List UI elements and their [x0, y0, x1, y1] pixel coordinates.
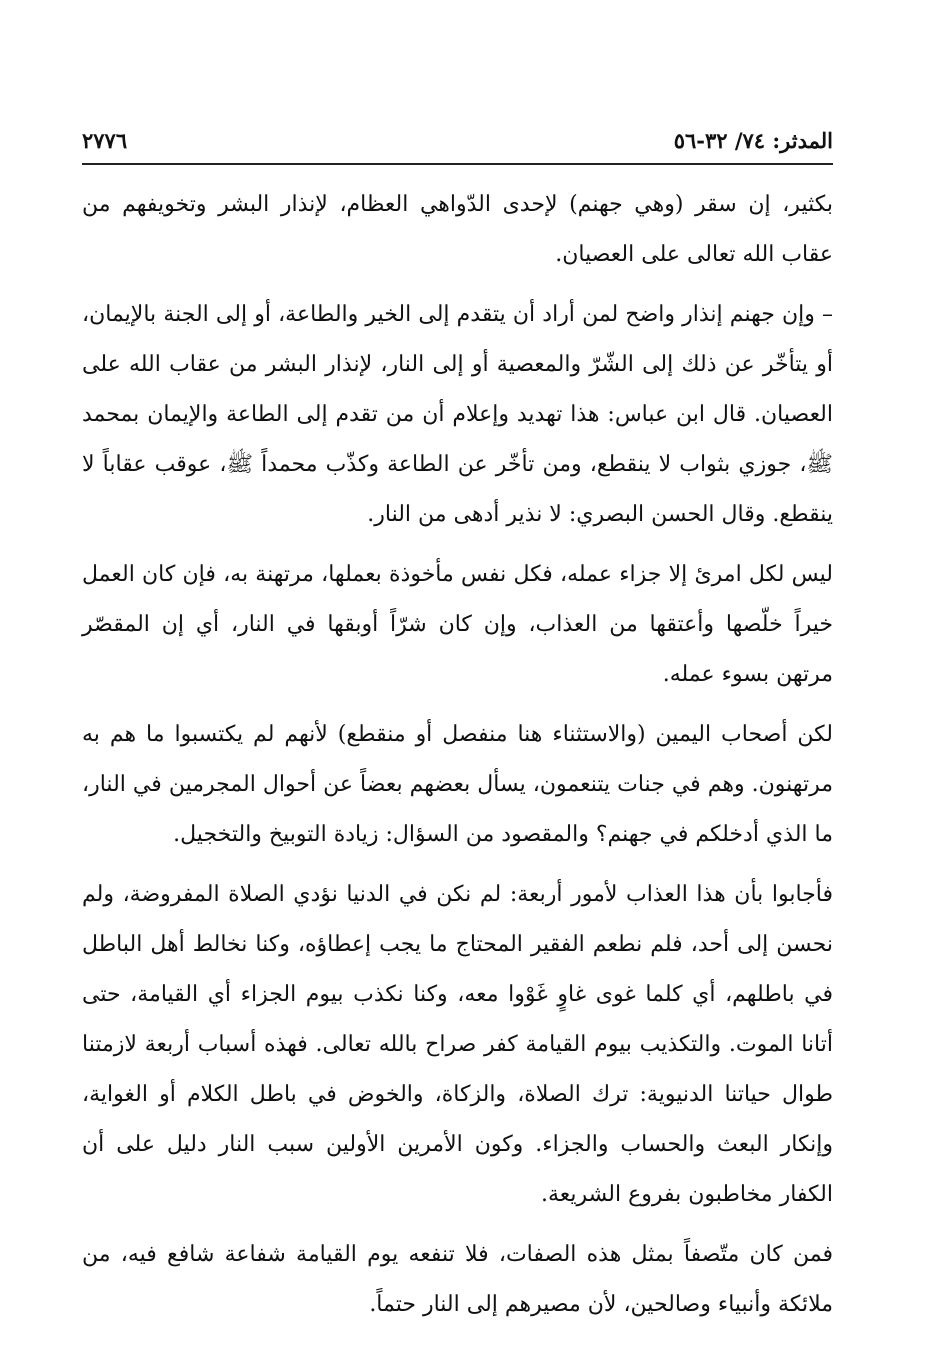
page-header	[82, 118, 833, 158]
page-body	[82, 180, 833, 1340]
paragraph: فأجابوا بأن هذا العذاب لأمور أربعة: لم نكن في الدنيا نؤدي الصلاة المفروضة، ولم نحسن إلى أحد، فلم نطعم الفقير المحتاج ما يجب إعطاؤه، وكنا نخالط أهل الباطل في باطلهم، أي كلما غوى غاوٍ غَوْوا معه، وكنا نكذب بيوم الجزاء أي القيامة، حتى أتانا الموت. والتكذيب بيوم القيامة كفر صراح بالله تعالى. فهذه أسباب أربعة لازمتنا طوال حياتنا الدنيوية: ترك الصلاة، والزكاة، والخوض في باطل الكلام أو الغواية، وإنكار البعث والحساب والجزاء. وكون الأمرين الأولين سبب النار دليل على أن الكفار مخاطبون بفروع الشريعة.	[82, 882, 833, 1207]
paragraph: ليس لكل امرئ إلا جزاء عمله، فكل نفس مأخوذة بعملها، مرتهنة به، فإن كان العمل خيراً خلّصها وأعتقها من العذاب، وإن كان شرّاً أوبقها في النار، أي إن المقصّر مرتهن بسوء عمله.	[82, 562, 833, 687]
paragraph: لكن أصحاب اليمين (والاستثناء هنا منفصل أو منقطع) لأنهم لم يكتسبوا ما هم به مرتهنون. وهم في جنات يتنعمون، يسأل بعضهم بعضاً عن أحوال المجرمين في النار، ما الذي أدخلكم في جهنم؟ والمقصود من السؤال: زيادة التوبيخ والتخجيل.	[82, 722, 833, 847]
paragraph: بكثير، إن سقر (وهي جهنم) لإحدى الدّواهي العظام، لإنذار البشر وتخويفهم من عقاب الله تعالى على العصيان.	[82, 192, 833, 267]
surah-reference: المدثر: ٧٤/ ٣٢-٥٦	[673, 128, 833, 153]
page-number: ٢٧٧٦	[82, 128, 128, 153]
header-divider	[82, 163, 833, 165]
paragraph: فمن كان متّصفاً بمثل هذه الصفات، فلا تنفعه يوم القيامة شفاعة شافع فيه، من ملائكة وأنبياء وصالحين، لأن مصيرهم إلى النار حتماً.	[82, 1242, 833, 1317]
paragraph: – وإن جهنم إنذار واضح لمن أراد أن يتقدم إلى الخير والطاعة، أو إلى الجنة بالإيمان، أو يتأخّر عن ذلك إلى الشّرّ والمعصية أو إلى النار، لإنذار البشر من عقاب الله على العصيان. قال ابن عباس: هذا تهديد وإعلام أن من تقدم إلى الطاعة والإيمان بمحمد ﷺ، جوزي بثواب لا ينقطع، ومن تأخّر عن الطاعة وكذّب محمداً ﷺ، عوقب عقاباً لا ينقطع. وقال الحسن البصري: لا نذير أدهى من النار.	[82, 302, 833, 527]
